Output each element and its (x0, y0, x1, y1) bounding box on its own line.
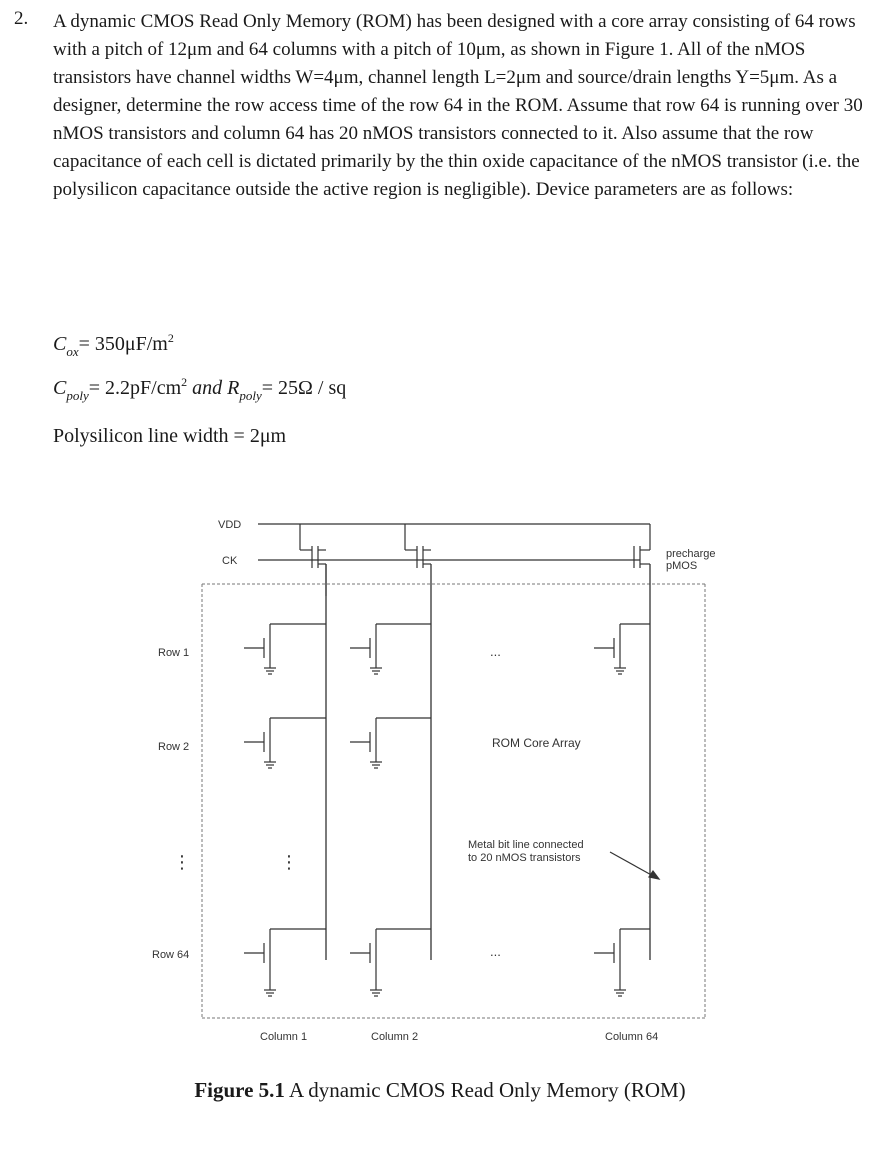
supply-lines (258, 524, 650, 560)
device-parameters (53, 318, 346, 456)
pmos-label: pMOS (666, 560, 698, 572)
cell-row1-col2 (350, 624, 431, 674)
metal-line-arrow (610, 852, 659, 879)
rom-core-array-label: ROM Core Array (492, 736, 581, 750)
figure-caption (0, 1078, 880, 1103)
dots-row-64: ... (490, 944, 501, 959)
vdd-label: VDD (218, 519, 242, 531)
column-1-label: Column 1 (260, 1031, 308, 1043)
metal-bit-line-label-1: Metal bit line connected (468, 839, 584, 851)
cell-row64-col1 (244, 929, 326, 996)
row-ellipsis: ⋮ (173, 852, 191, 872)
ck-label: CK (222, 555, 238, 567)
nmos-cells (244, 624, 650, 996)
cell-row1-col64 (594, 624, 650, 674)
metal-bit-line-label-2: to 20 nMOS transistors (468, 852, 581, 864)
caption-figure-number: Figure 5.1 (194, 1078, 285, 1102)
cpoly-rpoly-parameter: $C_{poly}= 2.2pF/cm^2$ and $R_{poly}= 25\Omega$ / sq (53, 375, 347, 403)
row-64-label: Row 64 (152, 949, 190, 961)
cox-parameter: $C_{ox}= 350\mu F/m^2$ (53, 331, 174, 359)
polysilicon-width: Polysilicon line width = 2μm (53, 425, 287, 447)
row-2-label: Row 2 (158, 741, 190, 753)
row-1-label: Row 1 (158, 647, 190, 659)
problem-number: 2. (14, 8, 29, 29)
core-array-boundary (202, 584, 705, 1018)
column-64-label: Column 64 (605, 1031, 659, 1043)
cell-row2-col1 (244, 718, 326, 768)
rom-schematic (140, 500, 740, 1060)
rom-figure (140, 500, 740, 1060)
cell-row64-col2 (350, 929, 431, 996)
cell-row64-col64 (594, 929, 650, 996)
precharge-label: precharge (666, 548, 716, 560)
problem-statement: A dynamic CMOS Read Only Memory (ROM) has been designed with a core array consisting of 64 rows with a pitch of 12μm and 64 columns with a pitch of 10μm, as shown in Figure 1. All of the nMOS transistors have channel widths W=4μm, channel length L=2μm and source/drain lengths Y=5μm. As a designer, determine the row access time of the row 64 in the ROM. Assume that row 64 is running over 30 nMOS transistors and column 64 has 20 nMOS transistors connected to it. Also assume that the row capacitance of each cell is dictated primarily by the thin oxide capacitance of the nMOS transistor (i.e. the polysilicon capacitance outside the active region is negligible). Device parameters are as follows: (53, 11, 863, 200)
caption-text: A dynamic CMOS Read Only Memory (ROM) (284, 1078, 686, 1102)
column-ellipsis: ⋮ (280, 852, 298, 872)
column-2-label: Column 2 (371, 1031, 419, 1043)
cell-row1-col1 (244, 624, 326, 674)
dots-row-1: ... (490, 644, 501, 659)
cell-row2-col2 (350, 718, 431, 768)
